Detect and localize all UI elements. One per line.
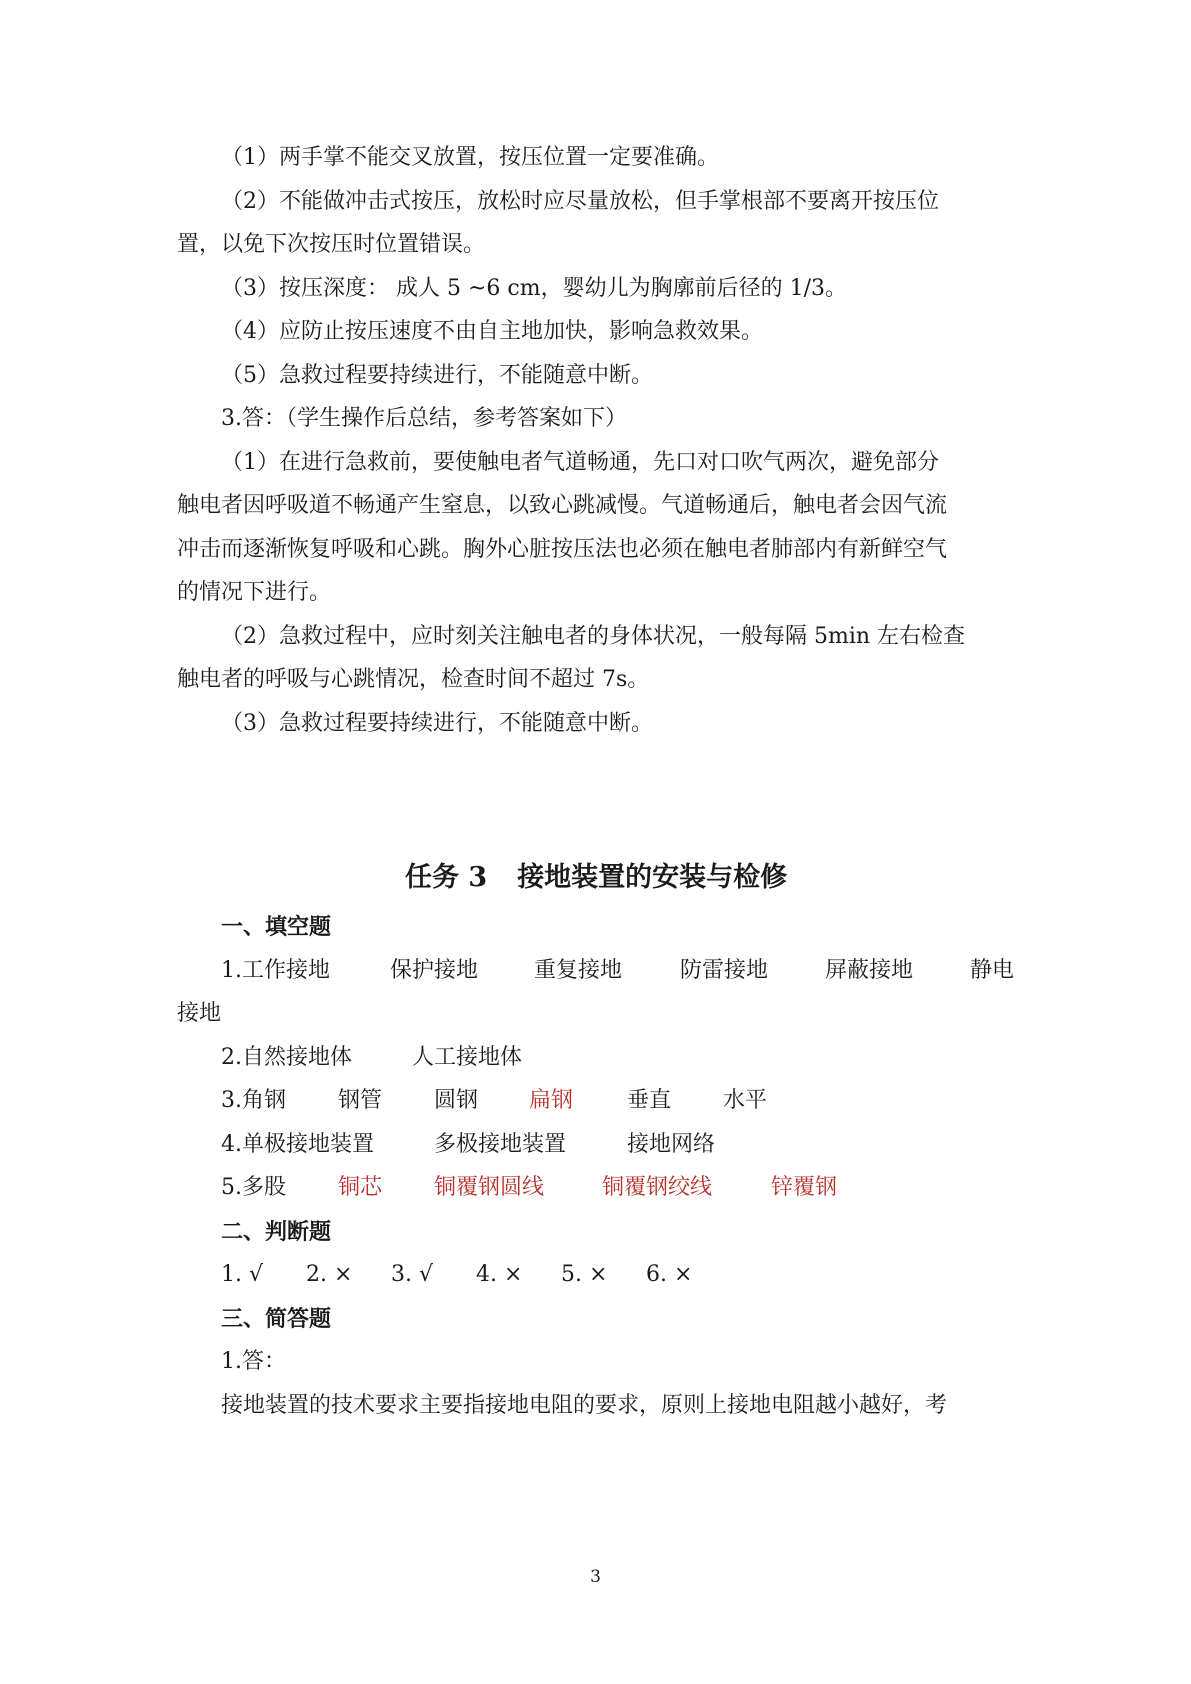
answer: 接地网络 bbox=[627, 1132, 716, 1157]
paragraph: （3）按压深度： 成人 5 ~6 cm，婴幼儿为胸廓前后径的 1/3。 bbox=[221, 276, 847, 301]
page-number: 3 bbox=[590, 1567, 601, 1587]
answer-row-q3 bbox=[221, 1086, 821, 1116]
paragraph: （1）两手掌不能交叉放置，按压位置一定要准确。 bbox=[221, 145, 719, 170]
answer-continuation: 接地 bbox=[177, 1001, 222, 1026]
judgement-answer: 2. × bbox=[306, 1262, 353, 1287]
judgement-answer: 3. √ bbox=[391, 1262, 434, 1287]
answer: 2.自然接地体 bbox=[221, 1045, 352, 1070]
answer-label: 1.答： bbox=[221, 1349, 286, 1374]
judgement-answer: 5. × bbox=[561, 1262, 608, 1287]
answer: 防雷接地 bbox=[680, 958, 769, 983]
paragraph: （3）急救过程要持续进行，不能随意中断。 bbox=[221, 711, 653, 736]
judgement-answer: 1. √ bbox=[221, 1262, 264, 1287]
paragraph: （5）急救过程要持续进行，不能随意中断。 bbox=[221, 363, 653, 388]
answer-highlighted: 铜覆钢绞线 bbox=[602, 1175, 713, 1200]
paragraph: 置，以免下次按压时位置错误。 bbox=[177, 232, 486, 257]
section-heading-true-false: 二、判断题 bbox=[221, 1219, 332, 1245]
judgement-answer: 4. × bbox=[476, 1262, 523, 1287]
paragraph: 冲击而逐渐恢复呼吸和心跳。胸外心脏按压法也必须在触电者肺部内有新鲜空气 bbox=[177, 537, 948, 562]
judgement-answers bbox=[221, 1260, 721, 1290]
answer-row-q4 bbox=[221, 1130, 821, 1160]
task-title: 接地装置的安装与检修 bbox=[517, 862, 788, 893]
answer-row-q1 bbox=[221, 956, 1021, 986]
judgement-answer: 6. × bbox=[646, 1262, 693, 1287]
answer: 保护接地 bbox=[390, 958, 479, 983]
paragraph: 触电者因呼吸道不畅通产生窒息，以致心跳减慢。气道畅通后，触电者会因气流 bbox=[177, 493, 948, 518]
answer: 多极接地装置 bbox=[434, 1132, 567, 1157]
answer: 屏蔽接地 bbox=[825, 958, 914, 983]
answer-row-q5 bbox=[221, 1173, 871, 1203]
paragraph: （2）急救过程中，应时刻关注触电者的身体状况，一般每隔 5min 左右检查 bbox=[221, 624, 966, 649]
answer: 5.多股 bbox=[221, 1175, 286, 1200]
section-heading-short-answer: 三、简答题 bbox=[221, 1306, 332, 1332]
answer: 垂直 bbox=[627, 1088, 672, 1113]
paragraph: （1）在进行急救前，要使触电者气道畅通，先口对口吹气两次，避免部分 bbox=[221, 450, 939, 475]
answer-highlighted: 扁钢 bbox=[529, 1088, 574, 1113]
paragraph: 的情况下进行。 bbox=[177, 580, 332, 605]
paragraph: 触电者的呼吸与心跳情况，检查时间不超过 7s。 bbox=[177, 667, 650, 692]
answer-highlighted: 铜芯 bbox=[338, 1175, 383, 1200]
section-heading-fill-blank: 一、填空题 bbox=[221, 914, 332, 940]
answer: 重复接地 bbox=[534, 958, 623, 983]
answer: 水平 bbox=[723, 1088, 768, 1113]
answer: 3.角钢 bbox=[221, 1088, 286, 1113]
answer: 静电 bbox=[970, 958, 1015, 983]
answer: 圆钢 bbox=[434, 1088, 479, 1113]
answer: 1.工作接地 bbox=[221, 958, 330, 983]
answer-highlighted: 锌覆钢 bbox=[771, 1175, 838, 1200]
answer: 人工接地体 bbox=[412, 1045, 523, 1070]
paragraph: （2）不能做冲击式按压，放松时应尽量放松，但手掌根部不要离开按压位 bbox=[221, 189, 939, 214]
task-heading bbox=[405, 860, 787, 896]
answer-row-q2 bbox=[221, 1043, 721, 1073]
answer: 钢管 bbox=[338, 1088, 383, 1113]
answer: 4.单极接地装置 bbox=[221, 1132, 374, 1157]
paragraph: 3.答：（学生操作后总结，参考答案如下） bbox=[221, 406, 627, 431]
paragraph: 接地装置的技术要求主要指接地电阻的要求，原则上接地电阻越小越好，考 bbox=[221, 1393, 948, 1418]
paragraph: （4）应防止按压速度不由自主地加快，影响急救效果。 bbox=[221, 319, 763, 344]
task-number: 任务 3 bbox=[405, 862, 488, 893]
answer-highlighted: 铜覆钢圆线 bbox=[434, 1175, 545, 1200]
